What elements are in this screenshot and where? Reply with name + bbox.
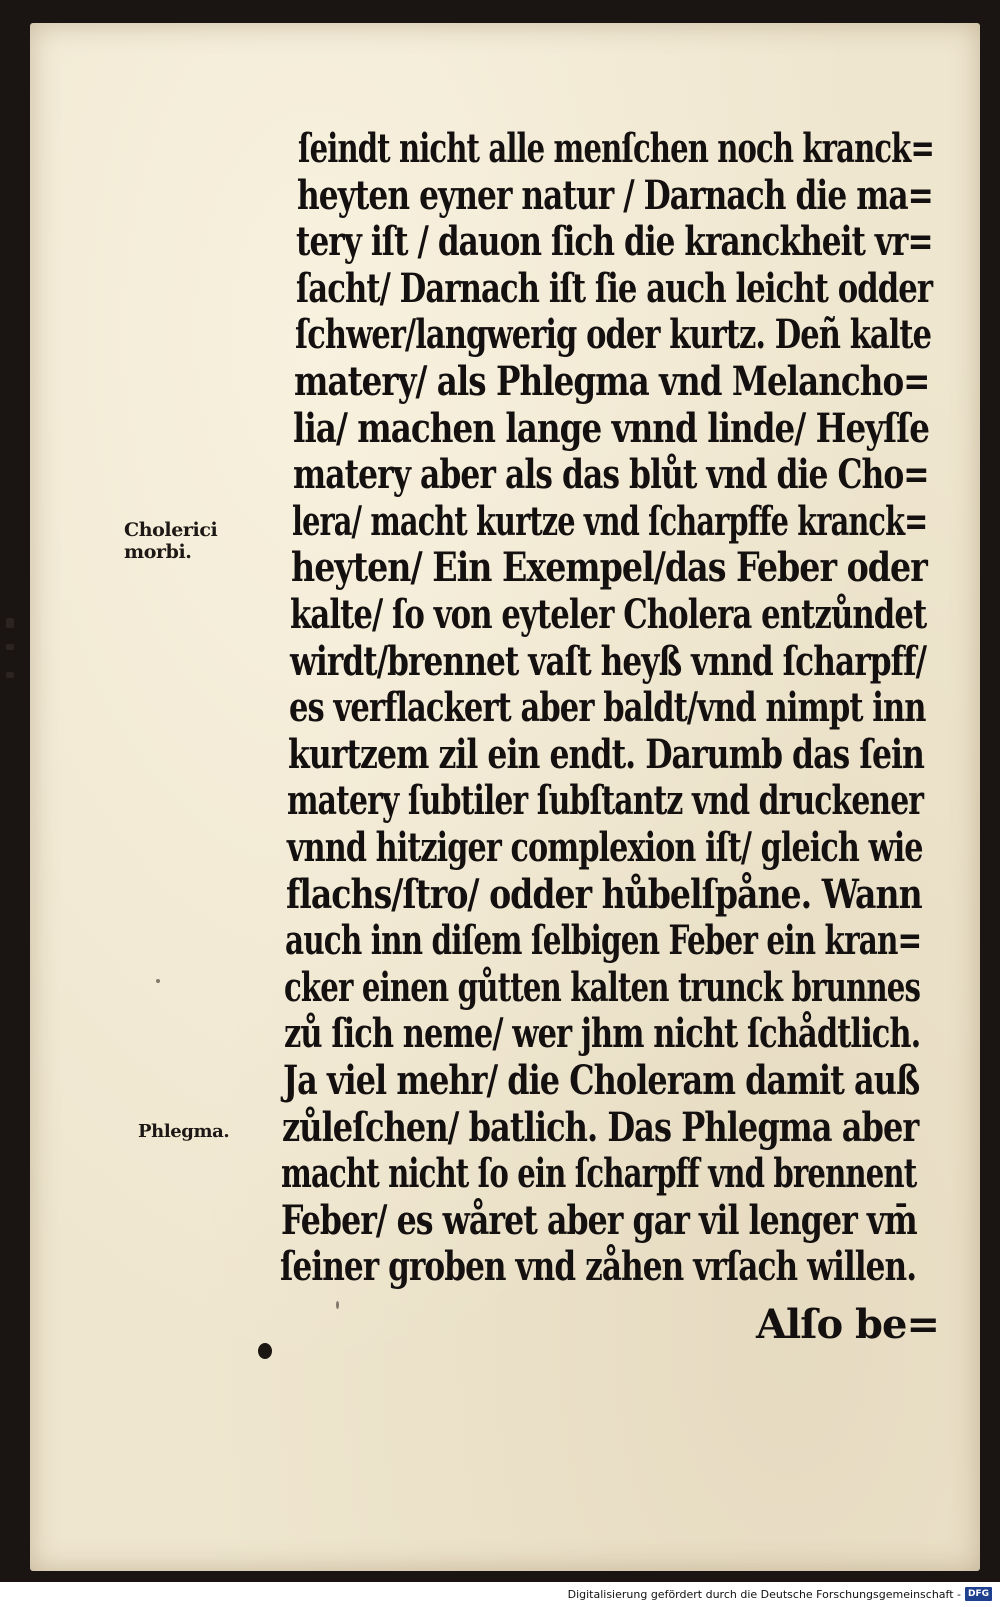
text-line: matery ſubtiler ſubſtantz vnd druckener — [287, 777, 924, 825]
edge-mark — [6, 672, 14, 678]
text-line: heyten/ Ein Exempel/das Feber oder — [291, 544, 927, 592]
text-line: kurtzem zil ein endt. Darumb das ſein — [288, 730, 924, 778]
text-line: Feber/ es wåret aber gar vil lenger vm̄ — [281, 1196, 917, 1244]
text-line: matery/ als Phlegma vnd Melancho= — [294, 358, 930, 405]
text-line: vnnd hitziger complexion iſt/ gleich wie — [287, 824, 923, 871]
dfg-logo-icon: DFG — [965, 1587, 992, 1601]
text-line: Ja viel mehr/ die Choleram damit auß — [283, 1057, 920, 1104]
text-line: cker einen gůtten kalten trunck brunnes — [284, 963, 921, 1011]
text-line: ſchwer/langwerig oder kurtz. Deñ kalte — [295, 311, 932, 359]
text-line: ſeindt nicht alle menſchen noch kranck= — [298, 125, 934, 172]
text-line: es verflackert aber baldt/vnd nimpt inn — [289, 684, 926, 732]
edge-mark — [6, 618, 14, 628]
text-line: lia/ machen lange vnnd linde/ Heyſſe — [293, 404, 930, 452]
margin-note-phlegma: Phlegma. — [138, 1121, 230, 1142]
edge-mark — [6, 644, 14, 650]
text-line: flachs/ſtro/ odder hůbelſpåne. Wann — [286, 870, 922, 918]
text-line: kalte/ ſo von eyteler Cholera entzůndet — [290, 591, 927, 638]
text-line: wirdt/brennet vaſt heyß vnnd ſcharpff/ — [290, 637, 927, 685]
text-line: zů ſich neme/ wer jhm nicht ſchådtlich. — [284, 1010, 921, 1058]
text-line: tery iſt / dauon ſich die kranckheit vr= — [296, 218, 933, 266]
ink-speck — [336, 1301, 339, 1309]
ink-speck — [156, 979, 160, 983]
paper-page — [30, 23, 980, 1571]
text-line: ſacht/ Darnach iſt ſie auch leicht odder — [296, 264, 933, 312]
margin-note-line: morbi. — [124, 541, 192, 563]
ink-blot — [258, 1343, 272, 1359]
text-line: zůleſchen/ batlich. Das Phlegma aber — [282, 1103, 919, 1151]
catchword: Alſo be= — [756, 1301, 939, 1348]
digitization-footer — [568, 1585, 992, 1603]
text-line: ſeiner groben vnd zåhen vrſach willen. — [280, 1243, 917, 1291]
text-line: auch inn diſem ſelbigen Feber ein kran= — [285, 917, 922, 965]
text-line: macht nicht ſo ein ſcharpff vnd brennent — [281, 1150, 917, 1198]
margin-note-line: Cholerici — [124, 519, 218, 541]
footer-credit: Digitalisierung gefördert durch die Deutsche Forschungsgemeinschaft - — [567, 1587, 961, 1601]
margin-note-cholerici — [124, 519, 217, 563]
text-line: matery aber als das blůt vnd die Cho= — [293, 451, 929, 499]
text-line: heyten eyner natur / Darnach die ma= — [297, 171, 933, 219]
text-line: lera/ macht kurtze vnd ſcharpffe kranck= — [292, 497, 928, 545]
